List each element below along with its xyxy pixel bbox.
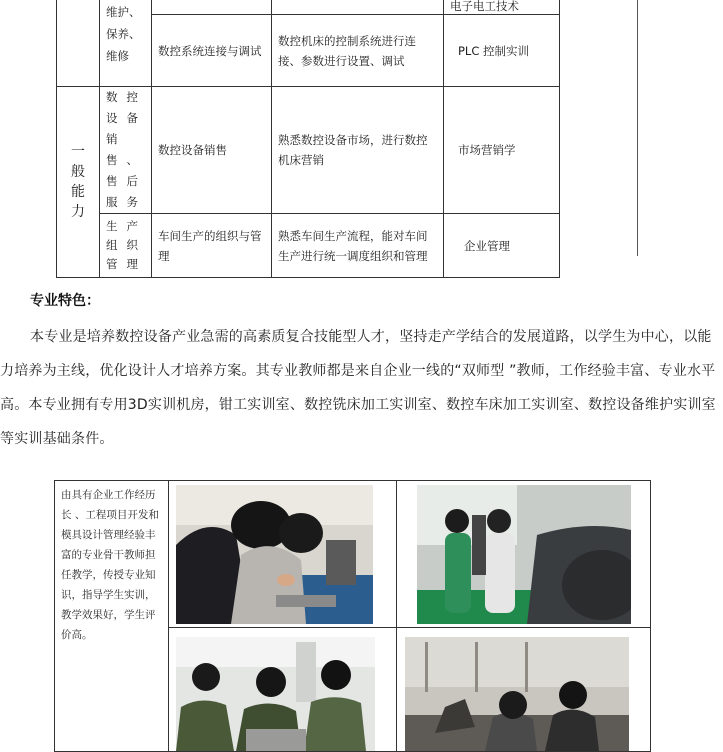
table-cell-subcategory: 生产组织管理 [100,214,152,278]
table-row [57,214,560,278]
table-cell-course: 企业管理 [444,214,560,278]
photo-teacher-students-workbench [176,485,373,624]
table-cell-description: 熟悉数控设备市场，进行数控机床营销 [272,87,444,214]
curriculum-table [56,0,560,278]
table-cell-task: 数控系统连接与调试 [152,15,272,87]
table-row [57,0,560,15]
table-cell-course: PLC 控制实训 [444,15,560,87]
table-cell-subcategory: 维护、保养、维修 [100,0,152,87]
photo-table [54,480,651,752]
photo-students-group [176,637,375,751]
table-cell-course: 电子电工技术 [444,0,560,15]
table-cell-subcategory: 数控设备销售、售后服务 [100,87,152,214]
table-cell-task: 数控设备销售 [152,87,272,214]
table-cell-blank [152,0,272,15]
photo-students-cnc-machine [417,485,631,624]
table-cell-category: 一般能力 [57,87,100,278]
table-cell-category-blank [57,0,100,87]
table-row [57,87,560,214]
photo-teacher-student-lathe [405,637,629,751]
table-cell-blank [272,0,444,15]
page-border-line [637,0,638,256]
table-cell-description: 数控机床的控制系统进行连接、参数进行设置、调试 [272,15,444,87]
section-paragraph: 本专业是培养数控设备产业急需的高素质复合技能型人才，坚持走产学结合的发展道路，以学生为中心，以能力培养为主线，优化设计人才培养方案。其专业教师都是来自企业一线的“双师型 ”教师，工作经验丰富、专业水平高。本专业拥有专用3D实训机房，钳工实训室、数控铣床加工实训室、数控车床加工实训室、数控设备维护实训室等实训基础条件。 [0,329,716,447]
section-heading: 专业特色： [30,293,100,309]
table-cell-course: 市场营销学 [444,87,560,214]
photo-caption: 由具有企业工作经历长 、工程项目开发和模具设计管理经验丰富的专业骨干教师担任教学，传授专业知识，指导学生实训，教学效果好，学生评价高。 [55,481,169,751]
table-cell-task: 车间生产的组织与管理 [152,214,272,278]
table-cell-description: 熟悉车间生产流程，能对车间生产进行统一调度组织和管理 [272,214,444,278]
